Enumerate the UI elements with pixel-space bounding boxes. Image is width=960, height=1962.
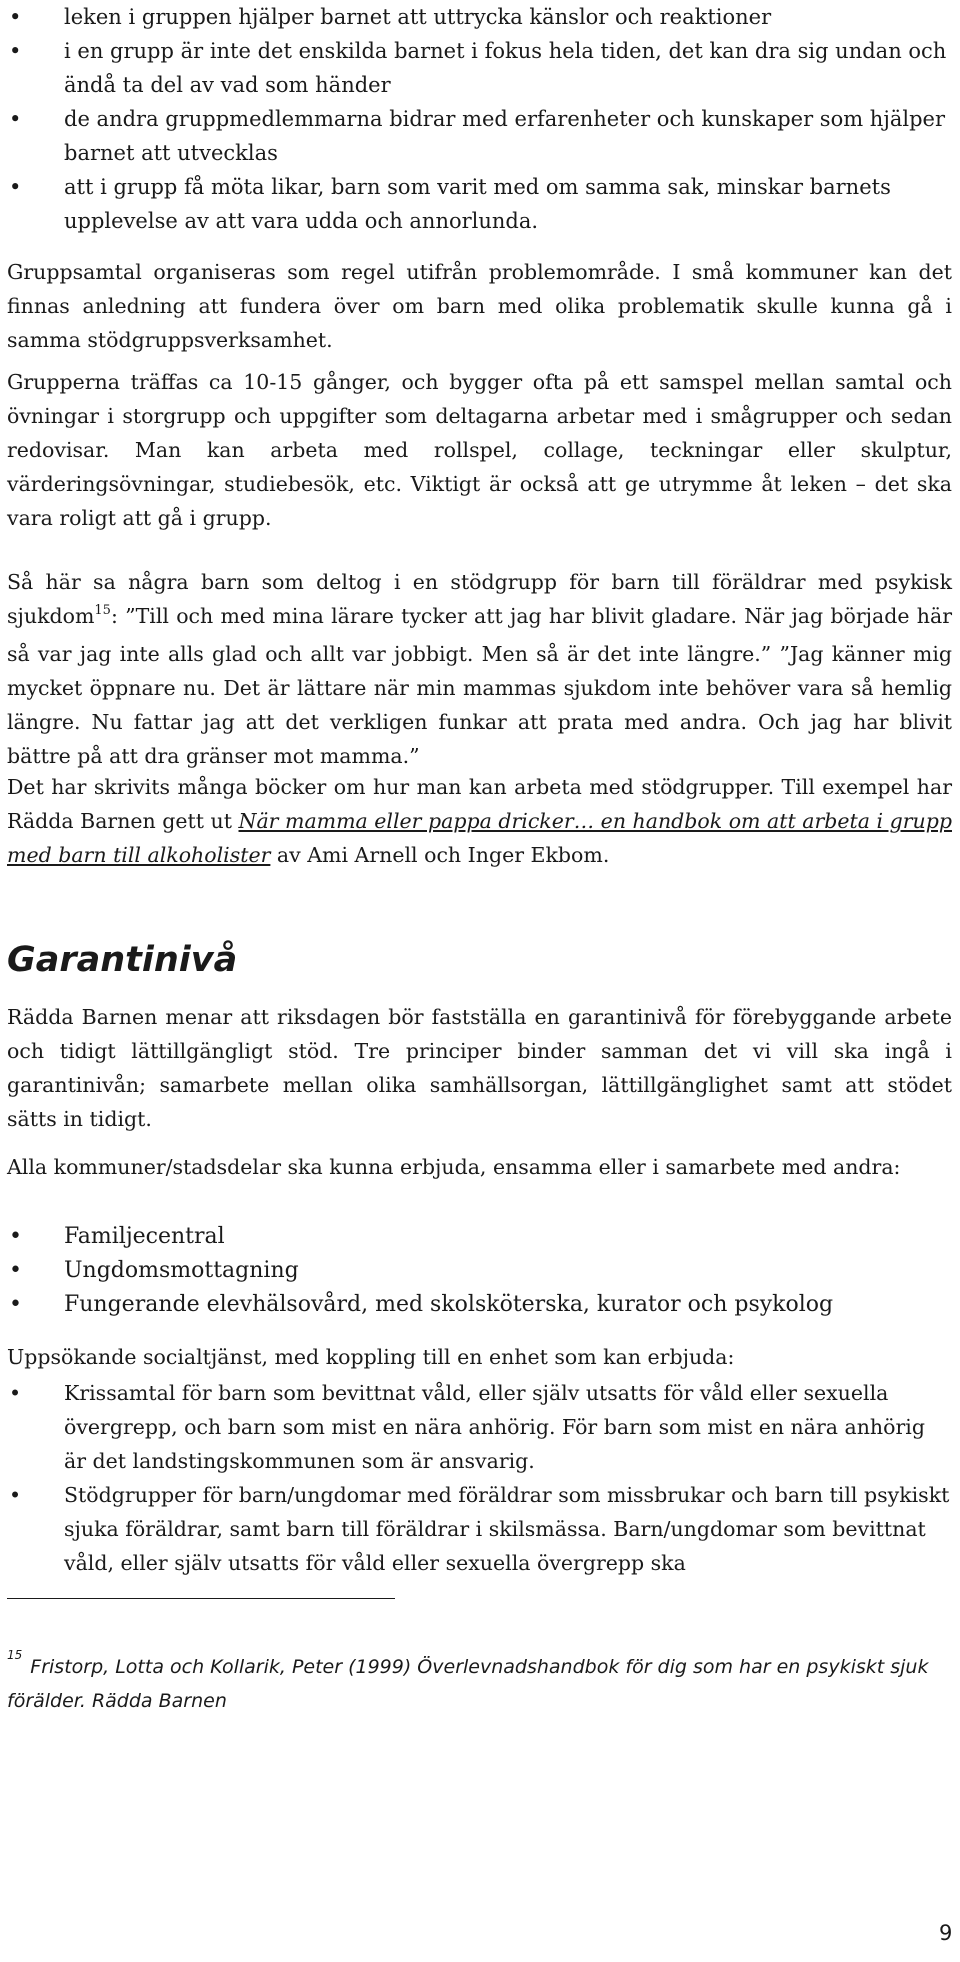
list-item: • Fungerande elevhälsovård, med skolsköterska, kurator och psykolog (7, 1288, 952, 1322)
book-title: När mamma eller pappa dricker… en handbok om att arbeta i grupp med barn till alkoholister (7, 809, 952, 867)
list-item: • Ungdomsmottagning (7, 1254, 952, 1288)
paragraph-kommuner: Alla kommuner/stadsdelar ska kunna erbjuda, ensamma eller i samarbete med andra: (7, 1155, 901, 1179)
section-heading: Garantinivå (7, 940, 238, 980)
list-item: • Familjecentral (7, 1220, 952, 1254)
list-item: • leken i gruppen hjälper barnet att uttrycka känslor och reaktioner (7, 0, 952, 34)
quote-text: : ”Till och med mina lärare tycker att jag har blivit gladare. När jag började här så var jag inte alls glad och allt var jobbigt. Men så är det inte längre.” ”Jag känner mig mycket öppnare nu. Det är lättare när min mammas sjukdom inte behöver vara så hemlig längre. Nu fattar jag att det verkligen funkar att prata med andra. Och jag har blivit bättre på att dra gränser mot mamma.” (7, 604, 952, 768)
paragraph-bocker-intro: Det har skrivits många böcker om hur man kan arbeta med stödgrupper. Till exempel har Rädda Barnen gett ut (7, 775, 952, 833)
footnote-reference: 15 (94, 603, 111, 618)
list-item: • Krissamtal för barn som bevittnat våld, eller själv utsatts för våld eller sexuella övergrepp, och barn som mist en nära anhörig. För barn som mist en nära anhörig är det landstingskommunen som är ansvarig. (7, 1376, 952, 1478)
kommuner-list (7, 1220, 952, 1322)
footnote-divider (7, 1598, 395, 1599)
quote-intro: Så här sa några barn som deltog i en stödgrupp för barn till föräldrar med psykisk sjukdom (7, 570, 952, 628)
paragraph-barncitat (7, 565, 952, 773)
footnote-text: Fristorp, Lotta och Kollarik, Peter (1999) Överlevnadshandbok för dig som har en psykiskt sjuk förälder. Rädda Barnen (7, 1656, 929, 1712)
page-number: 9 (939, 1921, 953, 1945)
paragraph-garanti-intro: Rädda Barnen menar att riksdagen bör fastställa en garantinivå för förebyggande arbete och tidigt lättillgängligt stöd. Tre principer binder samman det vi vill ska ingå i garantinivån; samarbete mellan olika samhällsorgan, lättillgänglighet samt att stödet sätts in tidigt. (7, 1005, 952, 1131)
footnote (7, 1648, 952, 1717)
paragraph-bocker (7, 770, 952, 872)
footnote-number: 15 (7, 1648, 23, 1662)
list-item: • Stödgrupper för barn/ungdomar med föräldrar som missbrukar och barn till psykiskt sjuka föräldrar, samt barn till föräldrar i skilsmässa. Barn/ungdomar som bevittnat våld, eller själv utsatts för våld eller sexuella övergrepp ska (7, 1478, 952, 1580)
list-item: • i en grupp är inte det enskilda barnet i fokus hela tiden, det kan dra sig undan och ändå ta del av vad som händer (7, 34, 952, 102)
top-bullet-list (7, 0, 952, 238)
paragraph-bocker-authors: av Ami Arnell och Inger Ekbom. (270, 843, 610, 867)
socialtjanst-list (7, 1376, 952, 1580)
paragraph-grupperna: Grupperna träffas ca 10-15 gånger, och bygger ofta på ett samspel mellan samtal och övningar i storgrupp och uppgifter som deltagarna arbetar med i smågrupper och sedan redovisar. Man kan arbeta med rollspel, collage, teckningar eller skulptur, värderingsövningar, studiebesök, etc. Viktigt är också att ge utrymme åt leken – det ska vara roligt att gå i grupp. (7, 370, 952, 530)
paragraph-gruppsamtal: Gruppsamtal organiseras som regel utifrån problemområde. I små kommuner kan det finnas anledning att fundera över om barn med olika problematik skulle kunna gå i samma stödgruppsverksamhet. (7, 260, 952, 352)
list-item: • de andra gruppmedlemmarna bidrar med erfarenheter och kunskaper som hjälper barnet att utvecklas (7, 102, 952, 170)
paragraph-socialtjanst: Uppsökande socialtjänst, med koppling till en enhet som kan erbjuda: (7, 1345, 735, 1369)
list-item: • att i grupp få möta likar, barn som varit med om samma sak, minskar barnets upplevelse av att vara udda och annorlunda. (7, 170, 952, 238)
